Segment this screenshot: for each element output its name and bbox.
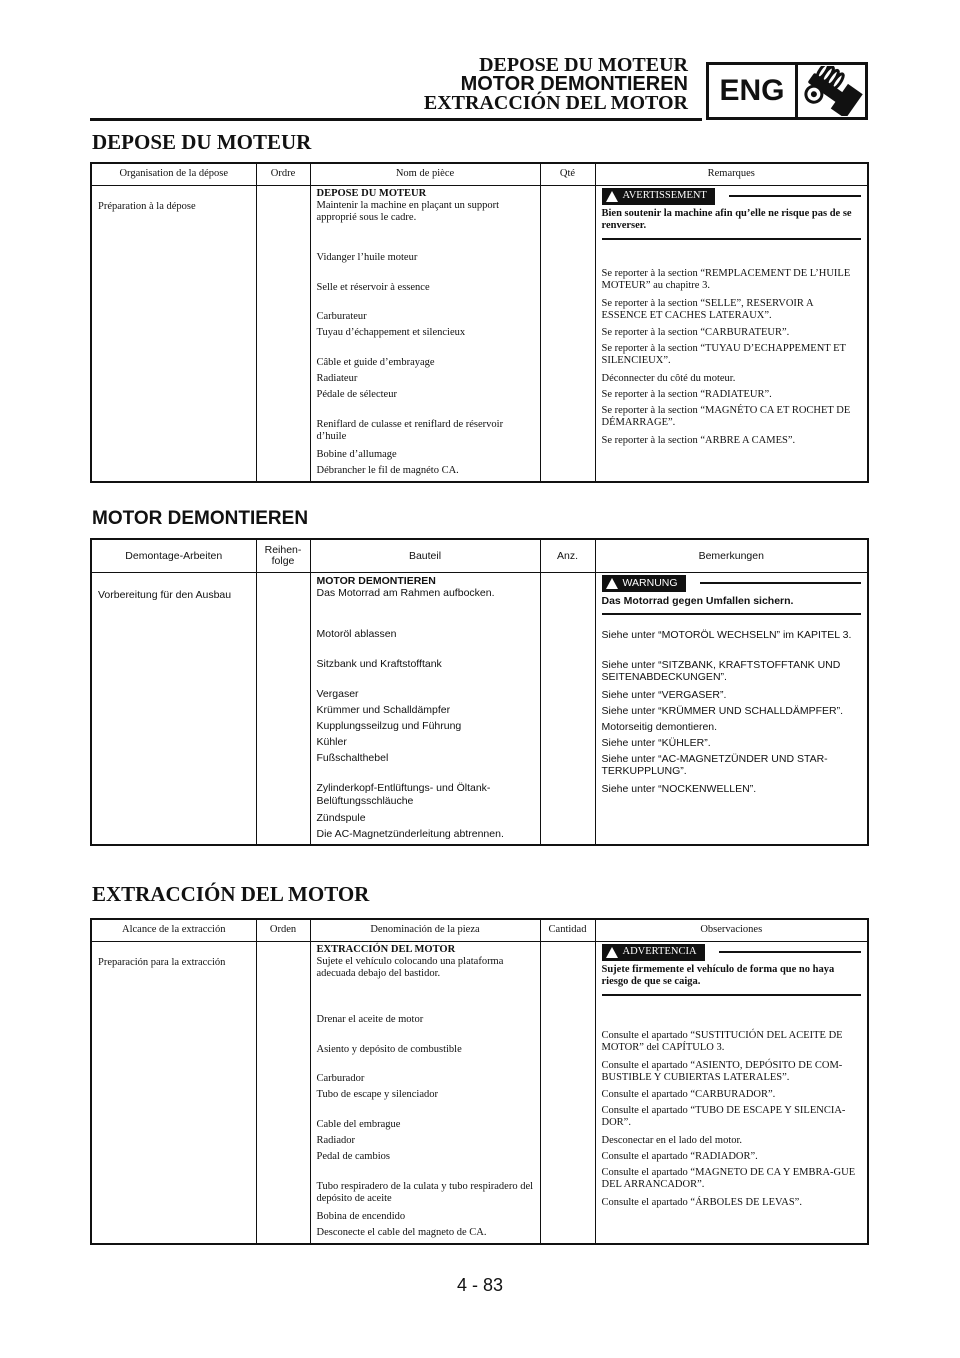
eng-badge-label: ENG [709,65,798,117]
remark-item: Siehe unter “SITZBANK, KRAFTSTOFFTANK UND SEITENABDECKUNGEN”. [601,658,841,683]
header-rule [90,118,702,121]
part-item: Das Motorrad am Rahmen aufbocken. [316,587,495,599]
part-item: Reniflard de culasse et reniflard de réservoir d’huile [316,418,504,442]
part-item: Tuyau d’échappement et silencieux [316,326,466,338]
remark-item: Desconectar en el lado del motor. [601,1134,743,1146]
remark-item: Se reporter à la section “REMPLACEMENT DE L’HUILE MOTEUR” au chapitre 3. [601,267,851,291]
remark-item: Siehe unter “NOCKENWELLEN”. [601,782,757,795]
remark-item: Consulte el apartado “SUSTITUCIÓN DEL ACEITE DE MOTOR” del CAPÍTULO 3. [601,1029,843,1053]
col-header: Organisation de la dépose [92,164,256,185]
part-title: MOTOR DEMONTIEREN [316,574,436,587]
part-item: Sitzbank und Kraftstofftank [316,658,442,670]
part-item: Sujete el vehículo colocando una plataforma adecuada debajo del bastidor. [316,955,504,979]
remark-item: Siehe unter “AC-MAGNETZÜNDER UND STAR-TERKUPPLUNG”. [601,752,828,777]
part-item: Die AC-Magnetzünderleitung abtrennen. [316,828,504,840]
remark-item: Se reporter à la section “SELLE”, RESERVOIR A ESSENCE ET CACHES LATERAUX”. [601,297,813,321]
part-item: Zündspule [316,812,366,824]
warning-label-box [602,575,686,592]
part-item: Vergaser [316,688,359,700]
page-number: 4 - 83 [456,1275,504,1295]
remark-item: Siehe unter “KRÜMMER UND SCHALLDÄMPFER”. [601,704,844,717]
table-es [90,918,869,1245]
part-item: Bobine d’allumage [316,448,397,460]
part-title: DEPOSE DU MOTEUR [316,187,427,199]
section-title-de: MOTOR DEMONTIEREN [92,508,309,529]
warning-box [602,575,862,621]
part-item: Radiateur [316,372,358,384]
job-label: Preparación para la extracción [98,956,226,968]
warning-icon [606,191,618,202]
warning-label-box [602,944,705,961]
remark-item: Déconnecter du côté du moteur. [601,372,736,384]
remark-item: Siehe unter “KÜHLER”. [601,736,711,749]
remark-item: Consulte el apartado “CARBURADOR”. [601,1088,776,1100]
warning-icon [606,578,618,589]
warning-icon [606,947,618,958]
part-item: Vidanger l’huile moteur [316,251,418,263]
warning-label: ADVERTENCIA [622,946,697,957]
remark-item: Consulte el apartado “ASIENTO, DEPÓSITO DE COM-BUSTIBLE Y CUBIERTAS LATERALES”. [601,1059,843,1083]
col-header: Anz. [540,540,595,572]
section-title-fr: DEPOSE DU MOTEUR [92,130,312,154]
col-header: Bemerkungen [595,540,867,572]
part-item: Fußschalthebel [316,752,389,764]
table-de [90,538,869,846]
remark-item: Consulte el apartado “TUBO DE ESCAPE Y SILENCIA-DOR”. [601,1104,846,1128]
col-header: Cantidad [540,920,595,941]
col-header: Orden [256,920,310,941]
part-item: Bobina de encendido [316,1210,406,1222]
part-title: EXTRACCIÓN DEL MOTOR [316,943,456,955]
col-header: Bauteil [310,540,540,572]
warning-box [602,944,862,1022]
col-header: Demontage-Arbeiten [92,540,256,572]
part-item: Desconecte el cable del magneto de CA. [316,1226,487,1238]
col-header: Observaciones [595,920,867,941]
part-item: Kupplungsseilzug und Führung [316,720,462,732]
col-header: Ordre [256,164,310,185]
col-header: Reihen- folge [256,540,310,572]
col-header: Qté [540,164,595,185]
remark-item: Consulte el apartado “MAGNETO DE CA Y EMBRA-GUE DEL ARRANCADOR”. [601,1166,856,1190]
col-header: Denominación de la pieza [310,920,540,941]
part-item: Selle et réservoir à essence [316,281,430,293]
remark-item: Se reporter à la section “CARBURATEUR”. [601,326,790,338]
warning-text: Bien soutenir la machine afin qu’elle ne risque pas de se renverser. [602,208,862,240]
remark-item: Siehe unter “MOTORÖL WECHSELN” im KAPITEL 3. [601,628,852,641]
part-item: Carburador [316,1072,365,1084]
part-item: Kühler [316,736,347,748]
part-item: Cable del embrague [316,1118,401,1130]
remark-item: Se reporter à la section “MAGNÉTO CA ET ROCHET DE DÉMARRAGE”. [601,404,851,428]
remark-item: Siehe unter “VERGASER”. [601,688,727,701]
col-header: Alcance de la extracción [92,920,256,941]
part-item: Radiador [316,1134,355,1146]
col-header: Remarques [595,164,867,185]
table-fr [90,162,869,483]
remark-item: Se reporter à la section “TUYAU D’ECHAPPEMENT ET SILENCIEUX”. [601,342,846,366]
part-item: Motoröl ablassen [316,628,397,640]
section-title-es: EXTRACCIÓN DEL MOTOR [92,882,370,906]
part-item: Zylinderkopf-Entlüftungs- und Öltank-Belüftungsschläuche [316,782,491,807]
part-item: Débrancher le fil de magnéto CA. [316,464,459,476]
remark-item: Consulte el apartado “RADIADOR”. [601,1150,758,1162]
warning-box [602,188,862,260]
header-title-fr: DEPOSE DU MOTEUR [479,54,688,76]
part-item: Krümmer und Schalldämpfer [316,704,451,716]
part-item: Asiento y depósito de combustible [316,1043,462,1055]
remark-item: Motorseitig demontieren. [601,720,718,733]
warning-label-box [602,188,715,205]
eng-badge [706,62,868,120]
part-item: Pédale de sélecteur [316,388,397,400]
remark-item: Se reporter à la section “ARBRE A CAMES”. [601,434,796,446]
job-label: Préparation à la dépose [98,200,196,212]
header-title-es: EXTRACCIÓN DEL MOTOR [423,92,688,114]
remark-item: Consulte el apartado “ÁRBOLES DE LEVAS”. [601,1196,802,1208]
job-label: Vorbereitung für den Ausbau [98,588,232,601]
col-header: Nom de pièce [310,164,540,185]
part-item: Câble et guide d’embrayage [316,356,435,368]
warning-text: Sujete firmemente el vehículo de forma que no haya riesgo de que se caiga. [602,964,862,996]
part-item: Tubo de escape y silenciador [316,1088,438,1100]
warning-label: AVERTISSEMENT [622,190,707,201]
part-item: Carburateur [316,310,367,322]
part-item: Pedal de cambios [316,1150,390,1162]
engine-spring-icon [798,65,865,117]
part-item: Tubo respiradero de la culata y tubo respiradero del depósito de aceite [316,1180,534,1204]
part-item: Maintenir la machine en plaçant un support approprié sous le cadre. [316,199,500,223]
warning-text: Das Motorrad gegen Umfallen sichern. [602,595,862,616]
remark-item: Se reporter à la section “RADIATEUR”. [601,388,772,400]
warning-label: WARNUNG [622,576,678,589]
part-item: Drenar el aceite de motor [316,1013,424,1025]
header-title-de: MOTOR DEMONTIEREN [460,73,688,95]
header-titles [424,56,688,113]
